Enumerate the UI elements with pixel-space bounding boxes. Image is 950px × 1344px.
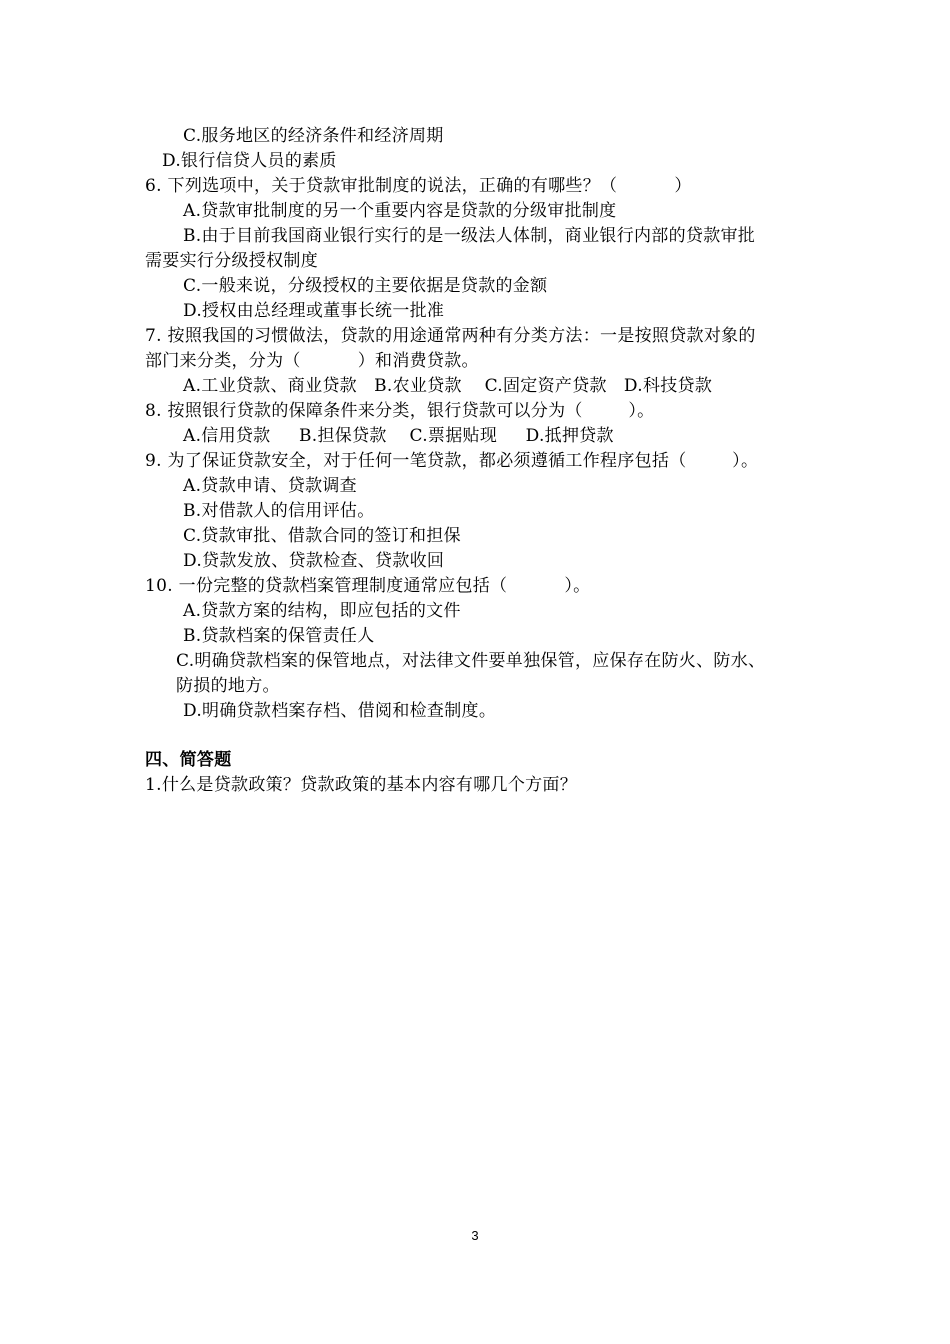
question-line: 9. 为了保证贷款安全，对于任何一笔贷款，都必须遵循工作程序包括（ ）。 xyxy=(145,451,759,471)
option-line: B.对借款人的信用评估。 xyxy=(183,501,375,521)
option-line: A.贷款方案的结构，即应包括的文件 xyxy=(183,601,461,621)
question-line: 7. 按照我国的习惯做法，贷款的用途通常两种有分类方法：一是按照贷款对象的 xyxy=(145,326,756,346)
question-line: 10. 一份完整的贷款档案管理制度通常应包括（ ）。 xyxy=(145,576,591,596)
option-line: C.服务地区的经济条件和经济周期 xyxy=(183,126,444,146)
question-line-continued: 部门来分类，分为（ ）和消费贷款。 xyxy=(145,351,479,371)
option-line: A.贷款申请、贷款调查 xyxy=(183,476,357,496)
option-line: C.贷款审批、借款合同的签订和担保 xyxy=(183,526,461,546)
option-line-continued: 防损的地方。 xyxy=(176,676,280,696)
option-line: C.明确贷款档案的保管地点，对法律文件要单独保管，应保存在防火、防水、 xyxy=(176,651,766,671)
option-line: A.贷款审批制度的另一个重要内容是贷款的分级审批制度 xyxy=(183,201,617,221)
option-line: D.贷款发放、贷款检查、贷款收回 xyxy=(183,551,445,571)
option-line: D.授权由总经理或董事长统一批准 xyxy=(183,301,445,321)
question-line: 6. 下列选项中，关于贷款审批制度的说法，正确的有哪些？（ ） xyxy=(145,176,692,196)
option-line: C.一般来说，分级授权的主要依据是贷款的金额 xyxy=(183,276,548,296)
option-line: A.工业贷款、商业贷款 B.农业贷款 C.固定资产贷款 D.科技贷款 xyxy=(183,376,713,396)
page-number: 3 xyxy=(471,1228,479,1243)
question-line: 8. 按照银行贷款的保障条件来分类，银行贷款可以分为（ ）。 xyxy=(145,401,655,421)
option-line: B.由于目前我国商业银行实行的是一级法人体制，商业银行内部的贷款审批 xyxy=(183,226,756,246)
option-line: A.信用贷款 B.担保贷款 C.票据贴现 D.抵押贷款 xyxy=(183,426,614,446)
option-line: D.明确贷款档案存档、借阅和检查制度。 xyxy=(183,701,497,721)
option-line: B.贷款档案的保管责任人 xyxy=(183,626,375,646)
short-answer-question: 1.什么是贷款政策？贷款政策的基本内容有哪几个方面？ xyxy=(145,775,578,795)
section-title: 四、简答题 xyxy=(145,750,232,770)
option-line: D.银行信贷人员的素质 xyxy=(162,151,337,171)
option-line-continued: 需要实行分级授权制度 xyxy=(145,251,318,271)
